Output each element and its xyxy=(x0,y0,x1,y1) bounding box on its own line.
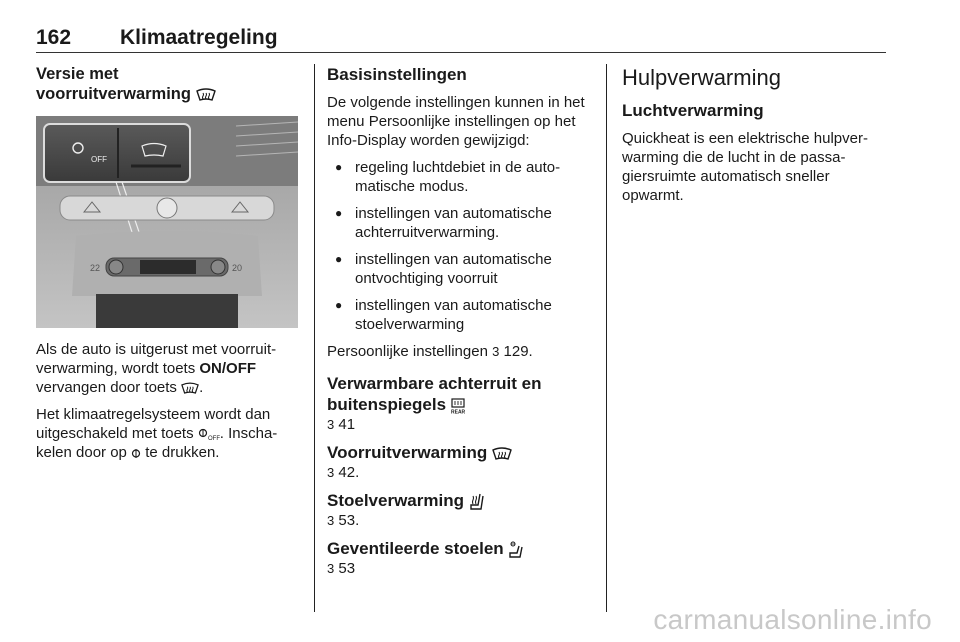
ref-arrow-icon: 3 xyxy=(327,561,335,576)
svg-text:OFF: OFF xyxy=(207,435,220,441)
section-heading-ventilated-seats: Geventileerde stoelen xyxy=(327,538,595,559)
page-number: 162 xyxy=(36,26,72,49)
paragraph-switch-off: Het klimaatregelsysteem wordt dan uitgeschakeld met toets OFF . Inschakelen door op te drukken. xyxy=(36,406,278,461)
settings-list xyxy=(327,158,595,334)
subsection-title-air-heating: Luchtverwarming xyxy=(622,101,764,120)
ref-arrow-icon: 3 xyxy=(327,465,335,480)
seat-heating-ref: 3 53. xyxy=(327,512,360,529)
list-item: ● instellingen van automatische achterruitverwarming. xyxy=(327,204,595,242)
windshield-heating-icon xyxy=(181,382,199,395)
ref-arrow-icon: 3 xyxy=(327,417,335,432)
section-heading-rear-window: Verwarmbare achterruit en buitenspiegels REAR xyxy=(327,374,542,414)
photo-temp-left: 22 xyxy=(90,263,101,273)
intro-text: De volgende instellingen kunnen in het menu Persoonlijke instellingen op het Info-Display worden gewijzigd: xyxy=(327,94,585,149)
watermark: carmanualsonline.info xyxy=(653,604,932,635)
seat-ventilation-icon xyxy=(508,541,524,559)
section-title-basic-settings: Basisinstellingen xyxy=(327,65,467,84)
photo-off-label: OFF xyxy=(91,155,107,164)
section-heading-windshield-heating: Voorruitverwarming xyxy=(327,442,595,463)
climate-control-photo xyxy=(36,116,298,328)
personal-settings-ref: Persoonlijke instellingen 3 129. xyxy=(327,343,533,360)
paragraph-onoff: Als de auto is uitgerust met voorruitverwarming, wordt toets ON/OFF vervangen door toets . xyxy=(36,341,277,396)
list-item: ● regeling luchtdebiet in de automatische modus. xyxy=(327,158,595,196)
section-heading-windshield-version: Versie met voorruitverwarming xyxy=(36,64,298,104)
rear-window-heating-icon xyxy=(451,398,465,414)
windshield-heating-ref: 3 42. xyxy=(327,464,360,481)
page-header xyxy=(36,22,886,53)
windshield-heating-icon xyxy=(196,88,216,102)
column-middle xyxy=(327,64,595,586)
section-title-auxiliary-heating: Hulpverwarming xyxy=(622,65,781,90)
quickheat-text: Quickheat is een elektrische hulpverwarming die de lucht in de passagiersruimte automatisch sneller opwarmt. xyxy=(622,130,868,204)
chapter-title: Klimaatregeling xyxy=(120,26,278,49)
section-heading-seat-heating: Stoelverwarming xyxy=(327,490,595,511)
fan-icon xyxy=(131,447,141,460)
list-item: ● instellingen van automatische ontvochtiging voorruit xyxy=(327,250,595,288)
ref-arrow-icon: 3 xyxy=(327,513,335,528)
column-divider xyxy=(606,64,607,612)
rear-window-ref: 3 41 xyxy=(327,416,356,433)
column-divider xyxy=(314,64,315,612)
list-item: ● instellingen van automatische stoelverwarming xyxy=(327,296,595,334)
photo-temp-right: 20 xyxy=(232,263,243,273)
seat-heating-icon xyxy=(469,493,485,511)
fan-off-icon xyxy=(198,428,220,441)
ventilated-seats-ref: 3 53 xyxy=(327,560,356,577)
column-right xyxy=(622,64,890,213)
svg-text:REAR: REAR xyxy=(450,409,465,414)
windshield-heating-icon xyxy=(492,447,512,461)
column-left xyxy=(36,64,298,470)
ref-arrow-icon: 3 xyxy=(492,344,500,359)
